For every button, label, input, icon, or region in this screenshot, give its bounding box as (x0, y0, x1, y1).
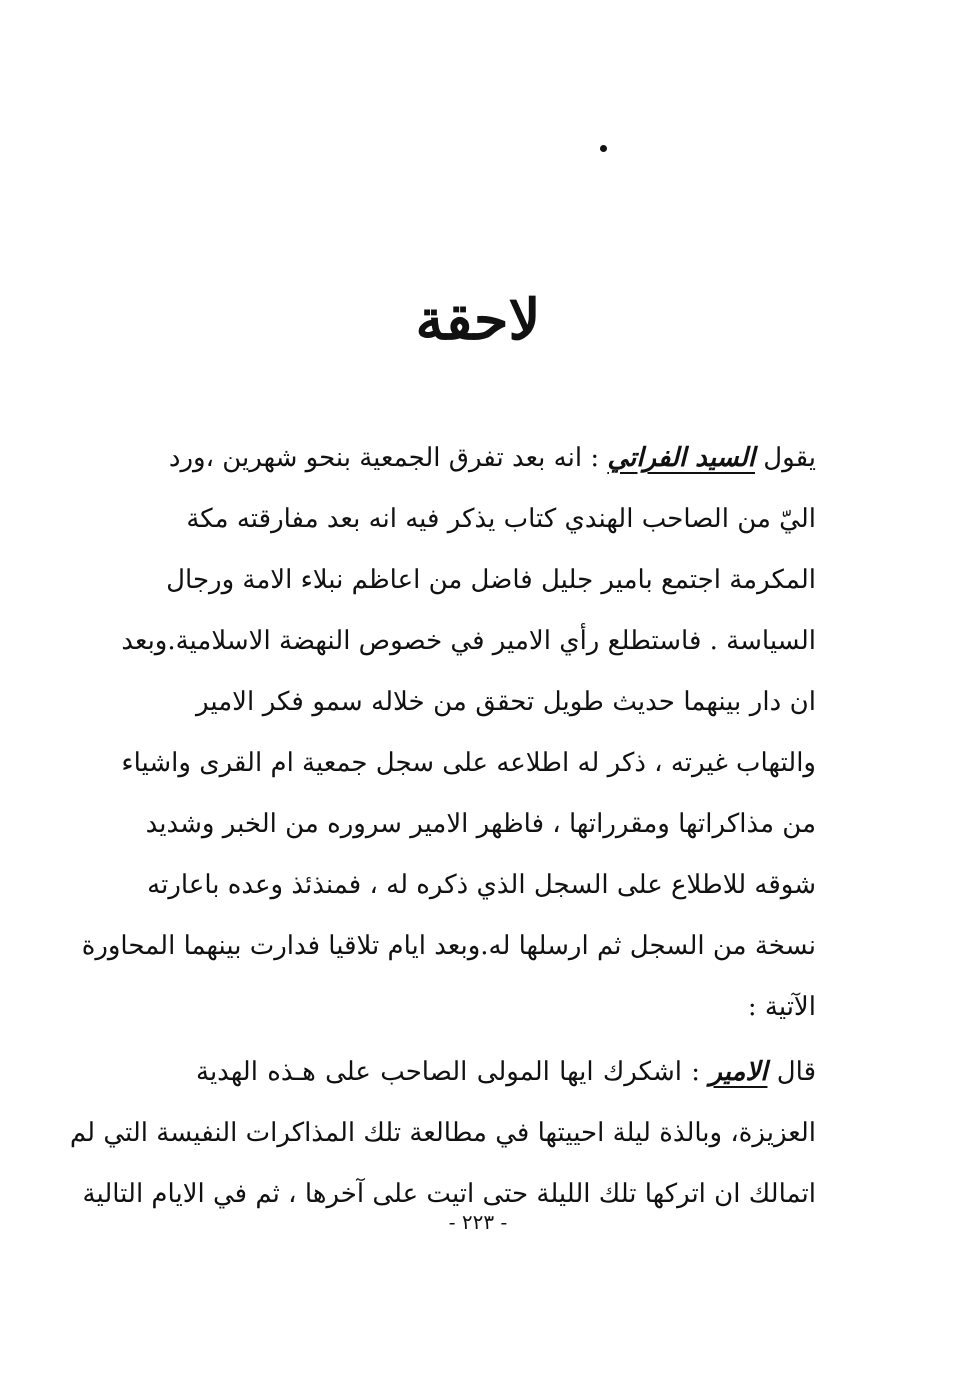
text-line: ان دار بينهما حديث طويل تحقق من خلاله سمو فكر الامير (196, 687, 817, 717)
text-line: شوقه للاطلاع على السجل الذي ذكره له ، فمنذئذ وعده باعارته (147, 870, 816, 900)
chapter-title: لاحقة (415, 287, 541, 353)
text-line: اتمالك ان اتركها تلك الليلة حتى اتيت على آخرها ، ثم في الايام التالية (82, 1179, 816, 1209)
page-body (69, 428, 817, 1225)
text-line: نسخة من السجل ثم ارسلها له.وبعد ايام تلاقيا فدارت بينهما المحاورة (81, 931, 816, 961)
text-line: السياسة . فاستطلع رأي الامير في خصوص النهضة الاسلامية.وبعد (121, 626, 816, 656)
text-line: اليّ من الصاحب الهندي كتاب يذكر فيه انه بعد مفارقته مكة (186, 504, 816, 534)
text-line (196, 1042, 816, 1103)
speaker-name: الامير (709, 1057, 768, 1087)
line-tail: : انه بعد تفرق الجمعية بنحو شهرين ،ورد (168, 443, 600, 473)
text-line: الآتية : (747, 992, 816, 1022)
text-line (168, 428, 816, 489)
text-line: من مذاكراتها ومقرراتها ، فاظهر الامير سروره من الخبر وشديد (145, 809, 816, 839)
text-line: العزيزة، وبالذة ليلة احييتها في مطالعة تلك المذاكرات النفيسة التي لم (69, 1118, 816, 1148)
page-number: - ٢٢٣ - (448, 1210, 508, 1234)
line-lead: يقول (763, 443, 816, 473)
text-line: والتهاب غيرته ، ذكر له اطلاعه على سجل جمعية ام القرى واشياء (121, 748, 816, 778)
text-line: المكرمة اجتمع بامير جليل فاضل من اعاظم نبلاء الامة ورجال (166, 565, 816, 595)
speaker-name: السيد الفراتي (607, 443, 756, 473)
line-lead: قال (776, 1057, 817, 1087)
line-tail: : اشكرك ايها المولى الصاحب على هـذه الهدية (196, 1057, 701, 1087)
ink-dot (600, 145, 607, 152)
